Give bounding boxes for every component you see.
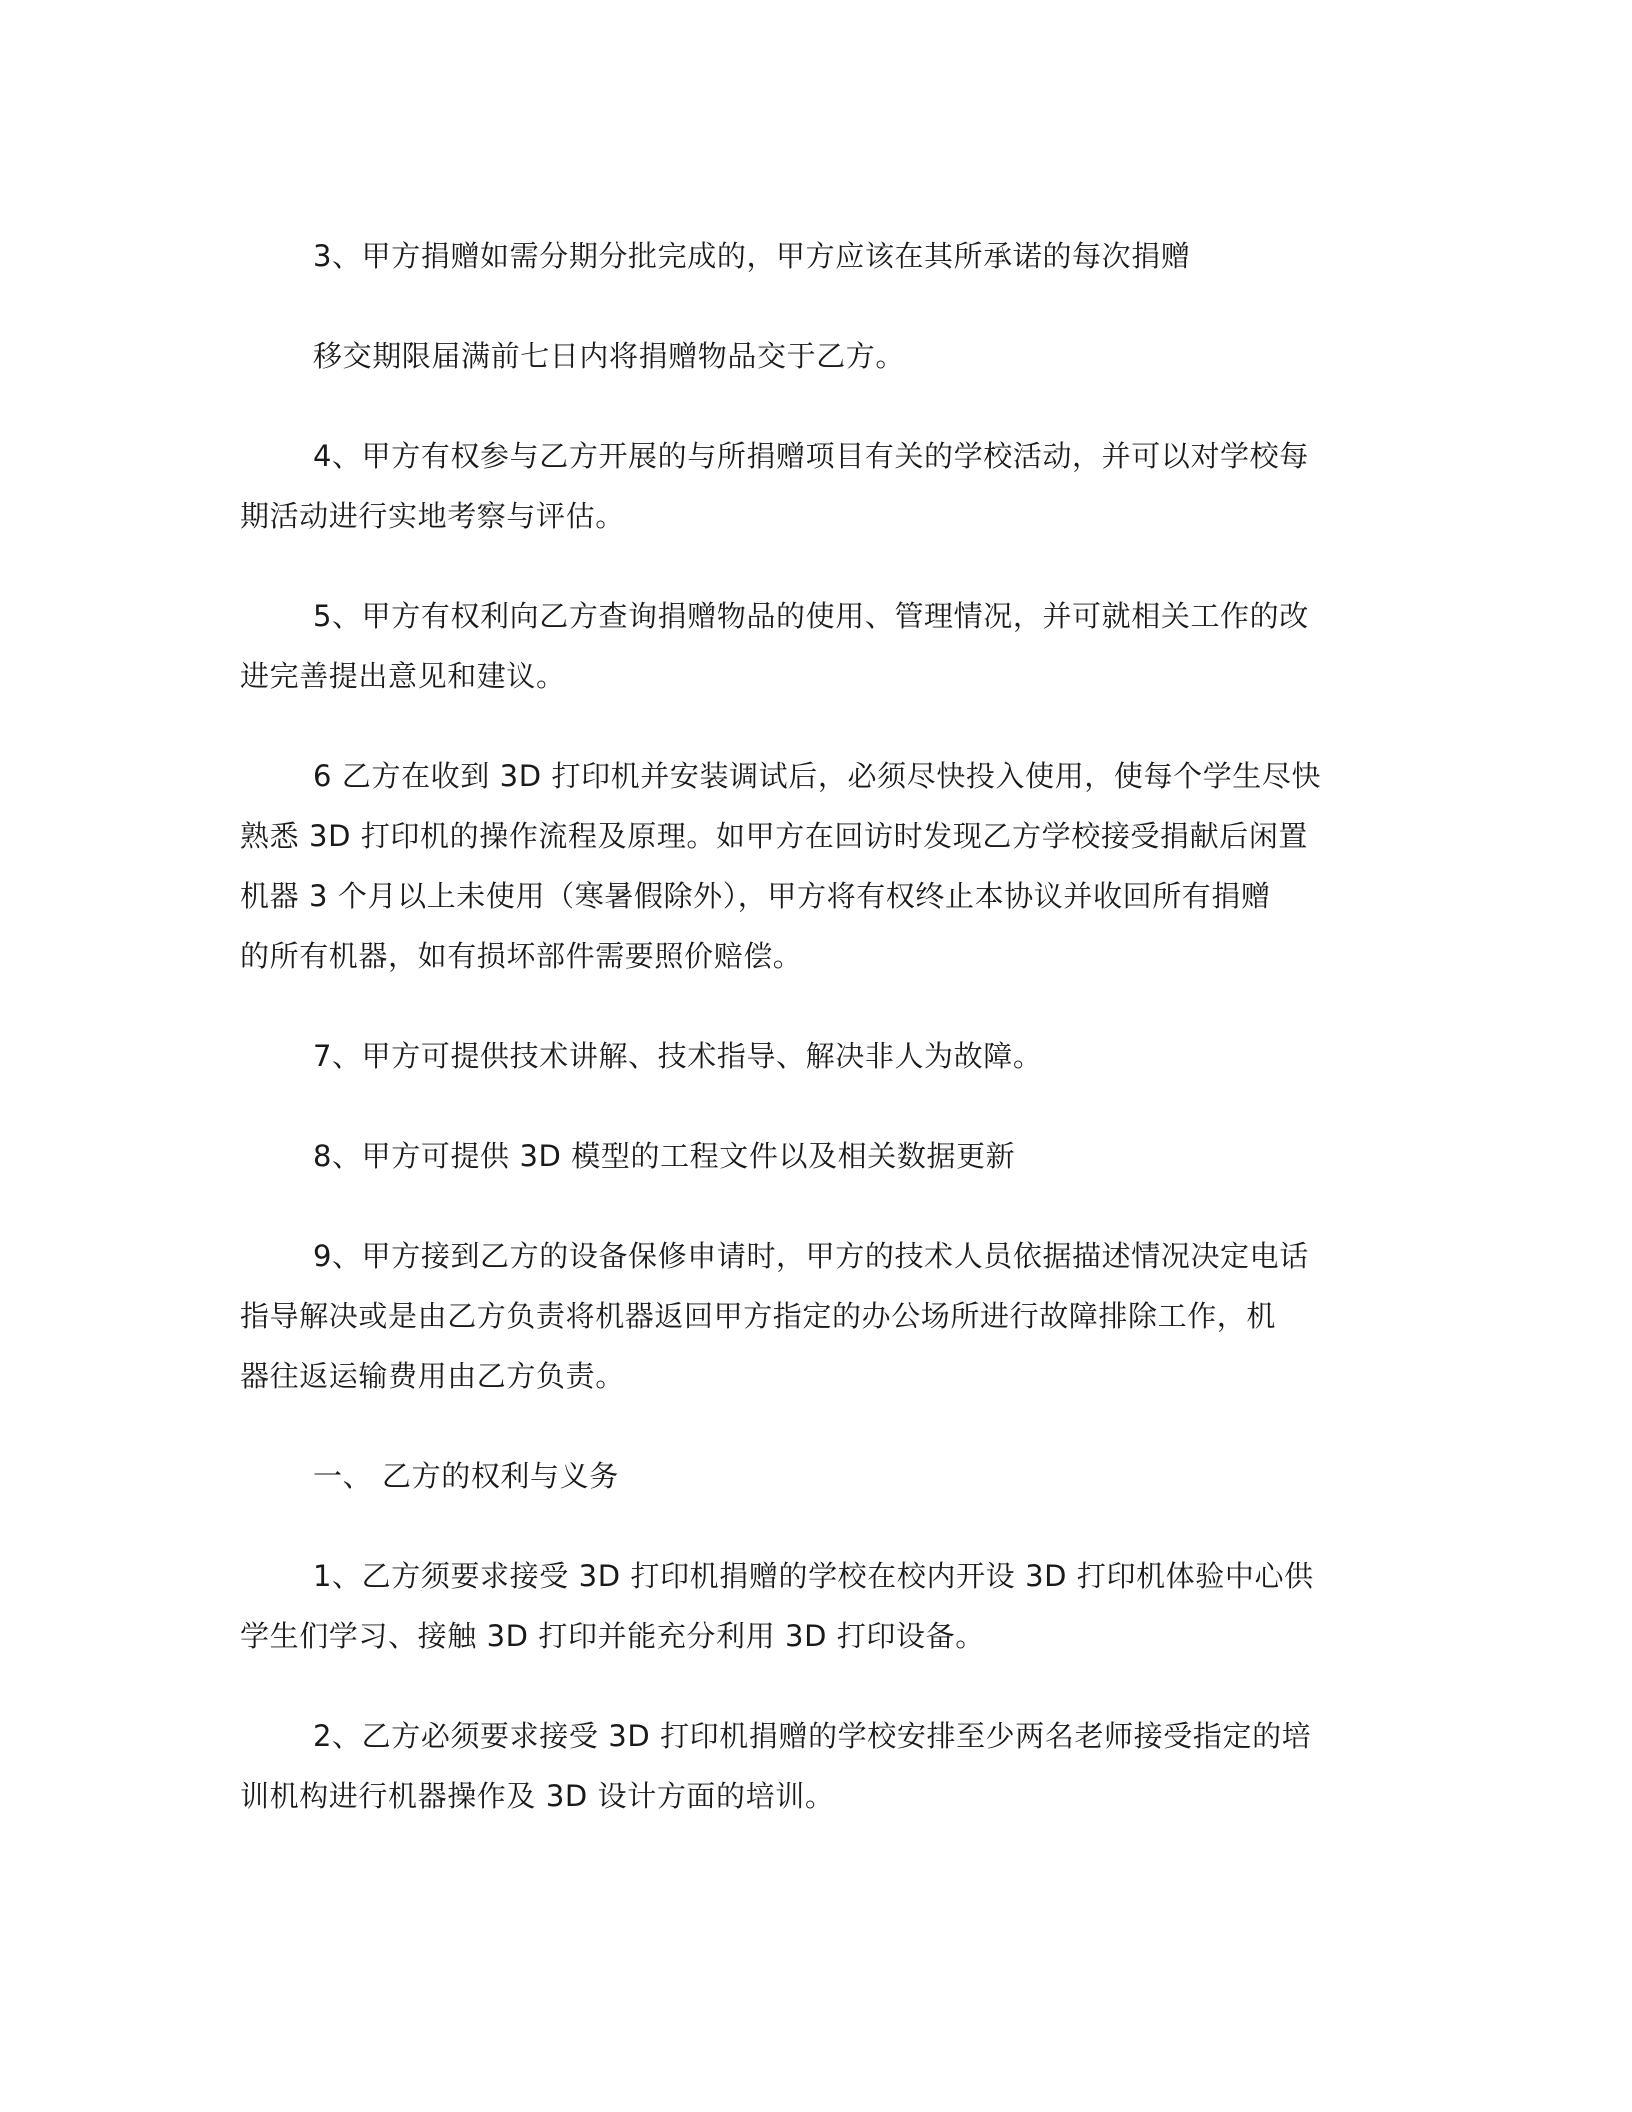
paragraph-6-line-1: 6 乙方在收到 3D 打印机并安装调试后，必须尽快投入使用，使每个学生尽快 <box>313 759 1322 793</box>
party-b-item-2-line-1: 2、乙方必须要求接受 3D 打印机捐赠的学校安排至少两名老师接受指定的培 <box>313 1719 1312 1753</box>
paragraph-6-line-4: 的所有机器，如有损坏部件需要照价赔偿。 <box>240 939 803 973</box>
paragraph-3-line-1: 3、甲方捐赠如需分期分批完成的，甲方应该在其所承诺的每次捐赠 <box>313 239 1191 273</box>
paragraph-6-line-3: 机器 3 个月以上未使用（寒暑假除外），甲方将有权终止本协议并收回所有捐赠 <box>240 879 1271 913</box>
party-b-item-1-line-2: 学生们学习、接触 3D 打印并能充分利用 3D 打印设备。 <box>240 1619 985 1653</box>
paragraph-6-line-2: 熟悉 3D 打印机的操作流程及原理。如甲方在回访时发现乙方学校接受捐献后闲置 <box>240 819 1309 853</box>
paragraph-9-line-2: 指导解决或是由乙方负责将机器返回甲方指定的办公场所进行故障排除工作，机 <box>240 1299 1277 1333</box>
paragraph-4-line-2: 期活动进行实地考察与评估。 <box>240 499 625 533</box>
paragraph-7-line-1: 7、甲方可提供技术讲解、技术指导、解决非人为故障。 <box>313 1039 1043 1073</box>
paragraph-3-line-2: 移交期限届满前七日内将捐赠物品交于乙方。 <box>313 339 906 373</box>
section-heading: 一、 乙方的权利与义务 <box>313 1459 619 1493</box>
paragraph-5-line-2: 进完善提出意见和建议。 <box>240 659 566 693</box>
paragraph-9-line-3: 器往返运输费用由乙方负责。 <box>240 1359 625 1393</box>
paragraph-4-line-1: 4、甲方有权参与乙方开展的与所捐赠项目有关的学校活动，并可以对学校每 <box>313 439 1309 473</box>
paragraph-5-line-1: 5、甲方有权利向乙方查询捐赠物品的使用、管理情况，并可就相关工作的改 <box>313 599 1309 633</box>
party-b-item-2-line-2: 训机构进行机器操作及 3D 设计方面的培训。 <box>240 1779 835 1813</box>
paragraph-8-line-1: 8、甲方可提供 3D 模型的工程文件以及相关数据更新 <box>313 1139 1016 1173</box>
party-b-item-1-line-1: 1、乙方须要求接受 3D 打印机捐赠的学校在校内开设 3D 打印机体验中心供 <box>313 1559 1314 1593</box>
paragraph-9-line-1: 9、甲方接到乙方的设备保修申请时，甲方的技术人员依据描述情况决定电话 <box>313 1239 1309 1273</box>
